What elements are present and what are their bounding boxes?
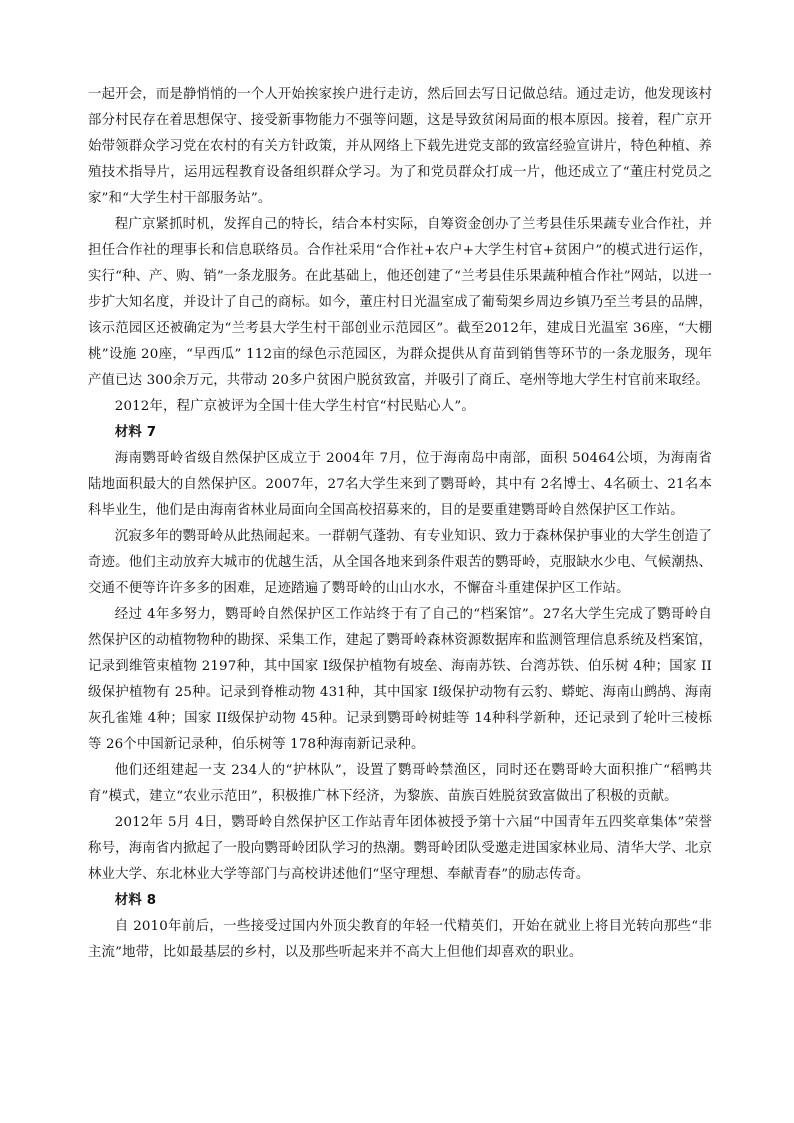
paragraph-may-fourth-award: 2012年 5月 4日，鹦哥岭自然保护区工作站青年团体被授予第十六届“中国青年五四奖章集体”荣誉称号，海南省内掀起了一股向鹦哥岭团队学习的热潮。鹦哥岭团队受邀走进国家林业局、清华大学、北京林业大学、东北林业大学等部门与高校讲述他们“坚守理想、奉献青春”的励志传奇。 xyxy=(88,815,712,882)
paragraph-archive: 经过 4年多努力，鹦哥岭自然保护区工作站终于有了自己的“档案馆”。27名大学生完成了鹦哥岭自然保护区的动植物物种的勘探、采集工作，建起了鹦哥岭森林资源数据库和监测管理信息系统及档案馆，记录到维管束植物 2197种，其中国家 I级保护植物有坡垒、海南苏铁、台湾苏铁、伯乐树 4种；国家 II级保护植物有 25种。记录到脊椎动物 431种，其中国家 I级保护动物有云豹、蟒蛇、海南山鹧鸪、海南灰孔雀雉 4种；国家 II级保护动物 45种。记录到鹦哥岭树蛙等 14种科学新种，还记录到了轮叶三棱栎等 26个中国新记录种，伯乐树等 178种海南新记录种。 xyxy=(88,607,712,752)
paragraph-cooperative: 程广京紧抓时机，发挥自己的特长，结合本村实际，自筹资金创办了兰考县佳乐果蔬专业合作社，并担任合作社的理事长和信息联络员。合作社采用“合作社+农户+大学生村官+贫困户”的模式进行运作，实行“种、产、购、销”一条龙服务。在此基础上，他还创建了“兰考县佳乐果蔬种植合作社”网站，以进一步扩大知名度，并设计了自己的商标。如今，董庄村日光温室成了葡萄架乡周边乡镇乃至兰考县的品牌，该示范园区还被确定为“兰考县大学生村干部创业示范园区”。截至2012年，建成日光温室 36座，“大棚桃”设施 20座，“早西瓜” 112亩的绿色示范园区，为群众提供从育苗到销售等环节的一条龙服务，现年产值已达 300余万元，共带动 20多户贫困户脱贫致富，并吸引了商丘、亳州等地大学生村官前来取经。 xyxy=(88,217,712,388)
paragraph-young-elites: 自 2010年前后，一些接受过国内外顶尖教育的年轻一代精英们，开始在就业上将目光转向那些“非主流”地带，比如最基层的乡村，以及那些听起来并不高大上但他们却喜欢的职业。 xyxy=(88,919,712,960)
paragraph-forest-patrol: 他们还组建起一支 234人的“护林队”，设置了鹦哥岭禁渔区，同时还在鹦哥岭大面积推广“稻鸭共育”模式，建立“农业示范田”，积极推广林下经济，为黎族、苗族百姓脱贫致富做出了积极的贡献。 xyxy=(88,763,712,804)
paragraph-yinggeling-reserve: 海南鹦哥岭省级自然保护区成立于 2004年 7月，位于海南岛中南部，面积 50464公顷，为海南省陆地面积最大的自然保护区。2007年，27名大学生来到了鹦哥岭，其中有 2名博士、4名硕士、21名本科毕业生，他们是由海南省林业局面向全国高校招募来的，目的是要重建鹦哥岭自然保护区工作站。 xyxy=(88,451,712,518)
heading-material-8: 材料 8 xyxy=(114,893,157,908)
paragraph-award-2012: 2012年，程广京被评为全国十佳大学生村官“村民贴心人”。 xyxy=(114,399,475,414)
paragraph-yinggeling-revival: 沉寂多年的鹦哥岭从此热闹起来。一群朝气蓬勃、有专业知识、致力于森林保护事业的大学生创造了奇迹。他们主动放弃大城市的优越生活，从全国各地来到条件艰苦的鹦哥岭，克服缺水少电、气候潮热、交通不便等许许多多的困难，足迹踏遍了鹦哥岭的山山水水，不懈奋斗重建保护区工作站。 xyxy=(88,529,712,596)
heading-material-7: 材料 7 xyxy=(114,425,157,440)
paragraph-visit-continued: 一起开会，而是静悄悄的一个人开始挨家挨户进行走访，然后回去写日记做总结。通过走访，他发现该村部分村民存在着思想保守、接受新事物能力不强等问题，这是导致贫闲局面的根本原因。接着，程广京开始带领群众学习党在农村的有关方针政策，并从网络上下载先进党支部的致富经验宣讲片，特色种植、养殖技术指导片，运用远程教育设备组织群众学习。为了和党员群众打成一片，他还成立了“董庄村党员之家”和“大学生村干部服务站”。 xyxy=(88,87,712,206)
document-page xyxy=(88,82,712,966)
